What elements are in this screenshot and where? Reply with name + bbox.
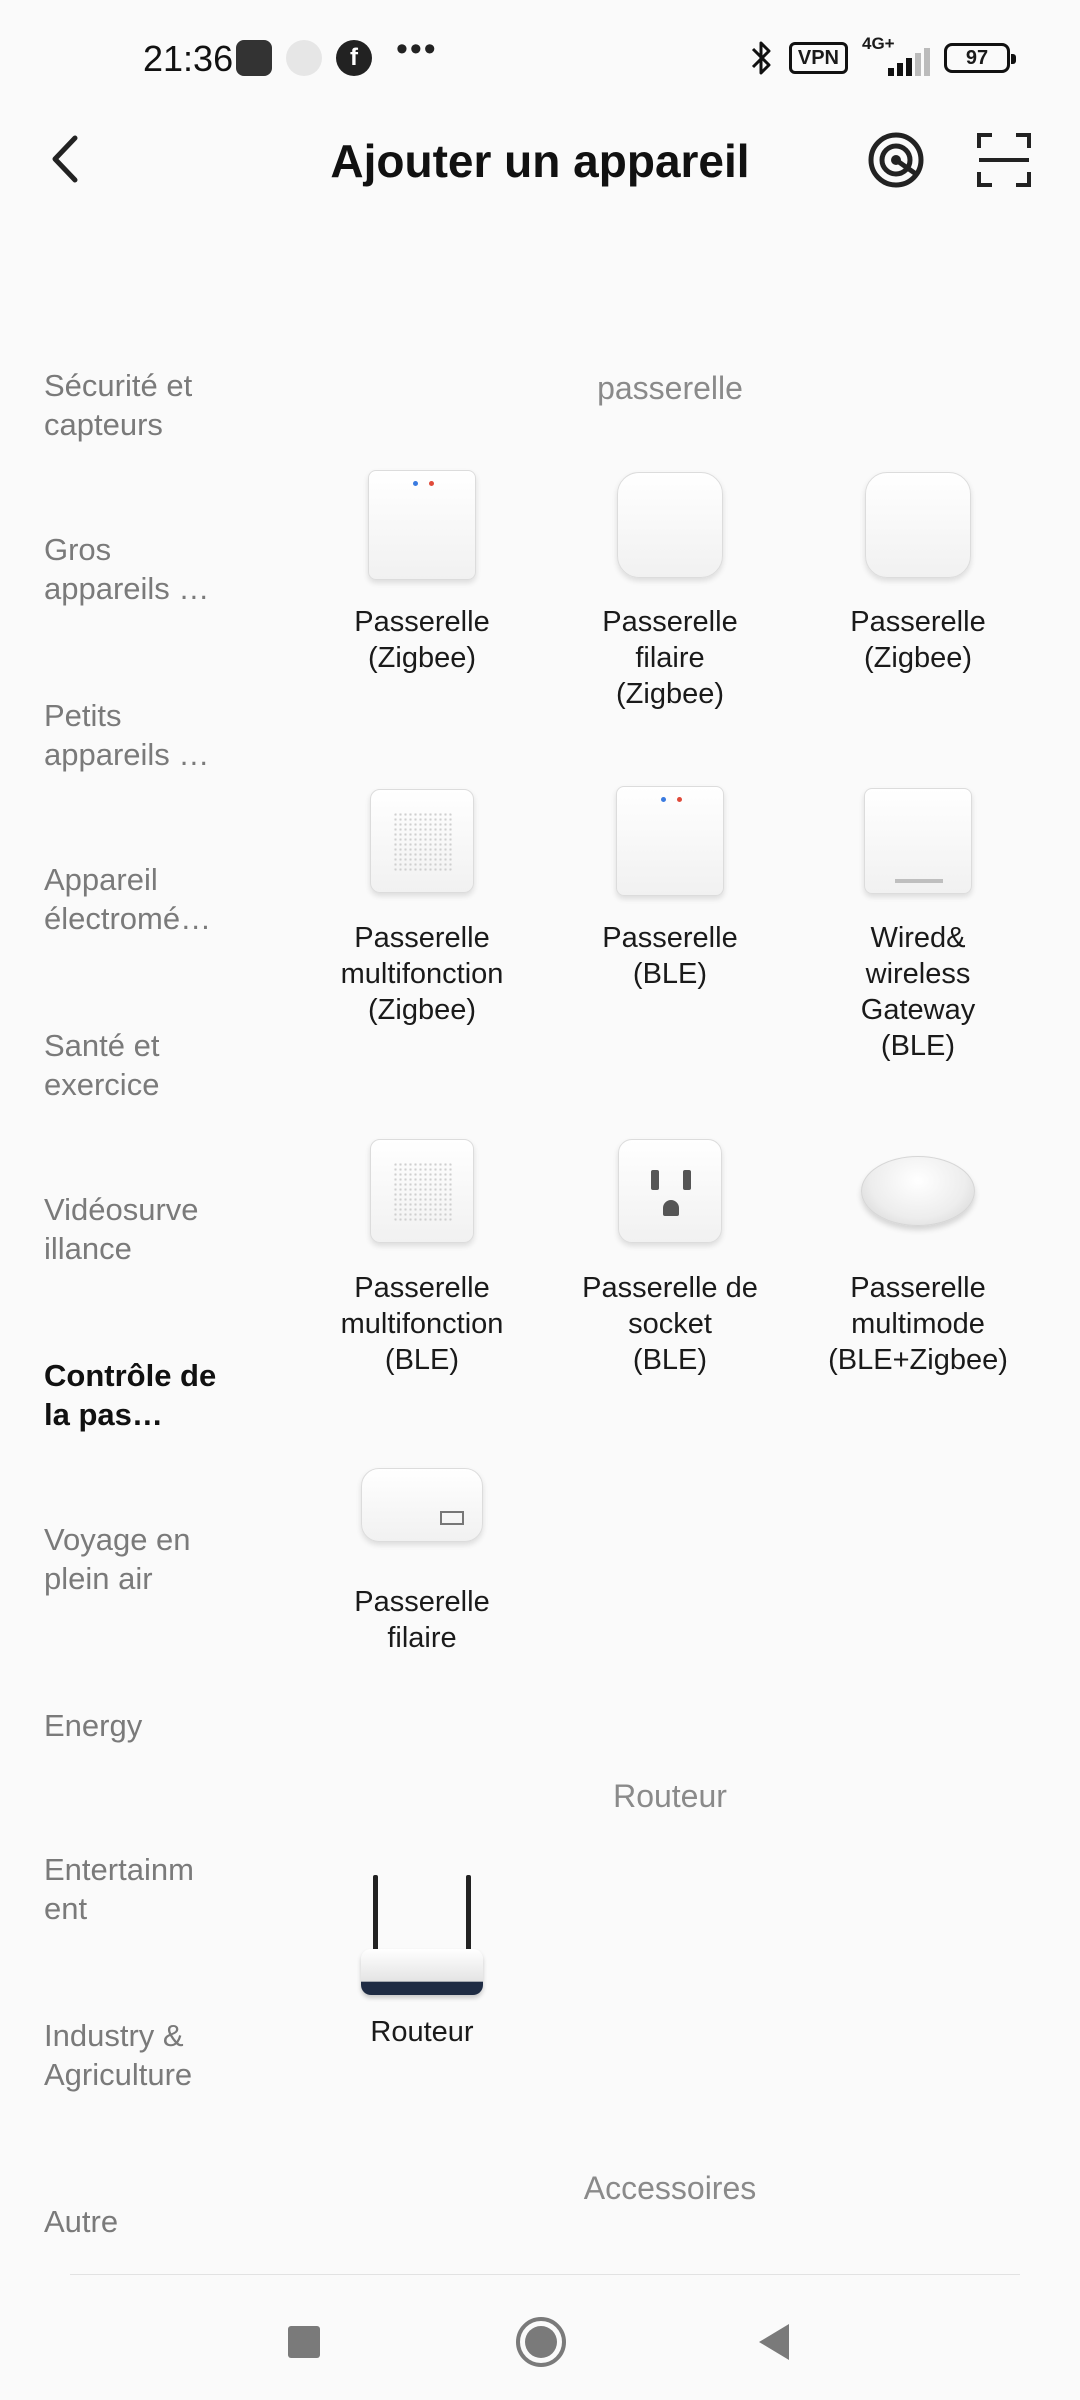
device-item[interactable] <box>297 1126 547 1378</box>
home-button[interactable] <box>511 2312 571 2372</box>
device-item[interactable] <box>793 1126 1043 1378</box>
battery-icon: 97 <box>944 43 1010 73</box>
signal-icon <box>862 34 930 78</box>
category-videosurveillance[interactable]: Vidéosurve illance <box>44 1192 199 1266</box>
qr-scan-icon <box>976 132 1032 188</box>
page-title: Ajouter un appareil <box>330 135 750 187</box>
multifunction-gateway-image <box>370 1139 474 1243</box>
device-item[interactable] <box>793 460 1043 676</box>
vpn-badge: VPN <box>789 42 848 74</box>
device-name: Passerelle filaire <box>354 1586 490 1654</box>
nav-back-icon <box>755 2322 793 2362</box>
router-image <box>361 1875 483 1995</box>
wired-gateway-image <box>361 1468 483 1542</box>
device-name-routeur: Routeur <box>370 2016 474 2048</box>
device-item[interactable] <box>297 1440 547 1656</box>
device-name: Wired& wireless Gateway (BLE) <box>860 922 976 1062</box>
category-gros-appareils[interactable]: Gros appareils … <box>44 532 210 606</box>
status-bar <box>0 0 1080 110</box>
device-item[interactable] <box>793 776 1043 1064</box>
auto-scan-button[interactable] <box>860 124 932 196</box>
device-item[interactable] <box>545 1126 795 1378</box>
home-icon <box>514 2315 568 2369</box>
device-item[interactable] <box>545 460 795 712</box>
category-entertainment[interactable]: Entertainm ent <box>44 1852 194 1926</box>
ble-gateway-image <box>616 786 724 896</box>
device-name: Passerelle multimode (BLE+Zigbee) <box>828 1272 1008 1376</box>
category-industry[interactable]: Industry & Agriculture <box>44 2018 193 2092</box>
device-name: Passerelle multifonction (Zigbee) <box>340 922 504 1026</box>
device-name: Passerelle de socket (BLE) <box>582 1272 758 1376</box>
device-name: Passerelle (Zigbee) <box>354 606 490 674</box>
divider <box>70 2274 1020 2275</box>
device-item[interactable] <box>297 460 547 676</box>
multifunction-gateway-image <box>370 789 474 893</box>
wired-gateway-image <box>617 472 723 578</box>
qr-scan-button[interactable] <box>968 124 1040 196</box>
multimode-gateway-image <box>861 1156 975 1226</box>
more-notifications-icon: ••• <box>396 30 438 68</box>
nav-back-button[interactable] <box>744 2312 804 2372</box>
socket-gateway-image <box>618 1139 722 1243</box>
category-voyage[interactable]: Voyage en plein air <box>44 1522 191 1596</box>
section-title-passerelle: passerelle <box>597 370 743 406</box>
app-header <box>0 110 1080 210</box>
wired-wireless-gateway-image <box>864 788 972 894</box>
device-item[interactable] <box>545 776 795 992</box>
radar-scan-icon <box>866 130 926 190</box>
system-nav-bar <box>0 2280 1080 2400</box>
section-title-routeur: Routeur <box>613 1778 727 1814</box>
category-electromenager[interactable]: Appareil électromé… <box>44 862 212 936</box>
category-energy[interactable]: Energy <box>44 1708 143 1743</box>
device-name: Passerelle multifonction (BLE) <box>340 1272 504 1376</box>
device-name: Passerelle (BLE) <box>602 922 738 990</box>
device-name: Passerelle filaire (Zigbee) <box>602 606 738 710</box>
category-controle-passerelle[interactable]: Contrôle de la pas… <box>44 1358 217 1432</box>
recent-apps-icon <box>286 2324 322 2360</box>
device-item[interactable] <box>297 776 547 1028</box>
clock: 21:36 <box>143 38 234 79</box>
zigbee-gateway-image <box>865 472 971 578</box>
facebook-icon: f <box>336 40 372 76</box>
category-securite[interactable]: Sécurité et capteurs <box>44 368 193 442</box>
device-item[interactable] <box>297 1870 547 2050</box>
category-sante[interactable]: Santé et exercice <box>44 1028 160 1102</box>
device-list <box>290 330 1050 2270</box>
category-autre[interactable]: Autre <box>44 2204 119 2239</box>
device-name: Passerelle (Zigbee) <box>850 606 986 674</box>
zigbee-gateway-image <box>368 470 476 580</box>
network-type: 4G+ <box>862 34 895 53</box>
cloud-icon <box>286 40 322 76</box>
section-title-accessoires: Accessoires <box>583 2170 757 2206</box>
cast-icon <box>236 40 272 76</box>
bluetooth-icon <box>747 38 775 78</box>
recent-apps-button[interactable] <box>274 2312 334 2372</box>
category-petits-appareils[interactable]: Petits appareils … <box>44 698 210 772</box>
